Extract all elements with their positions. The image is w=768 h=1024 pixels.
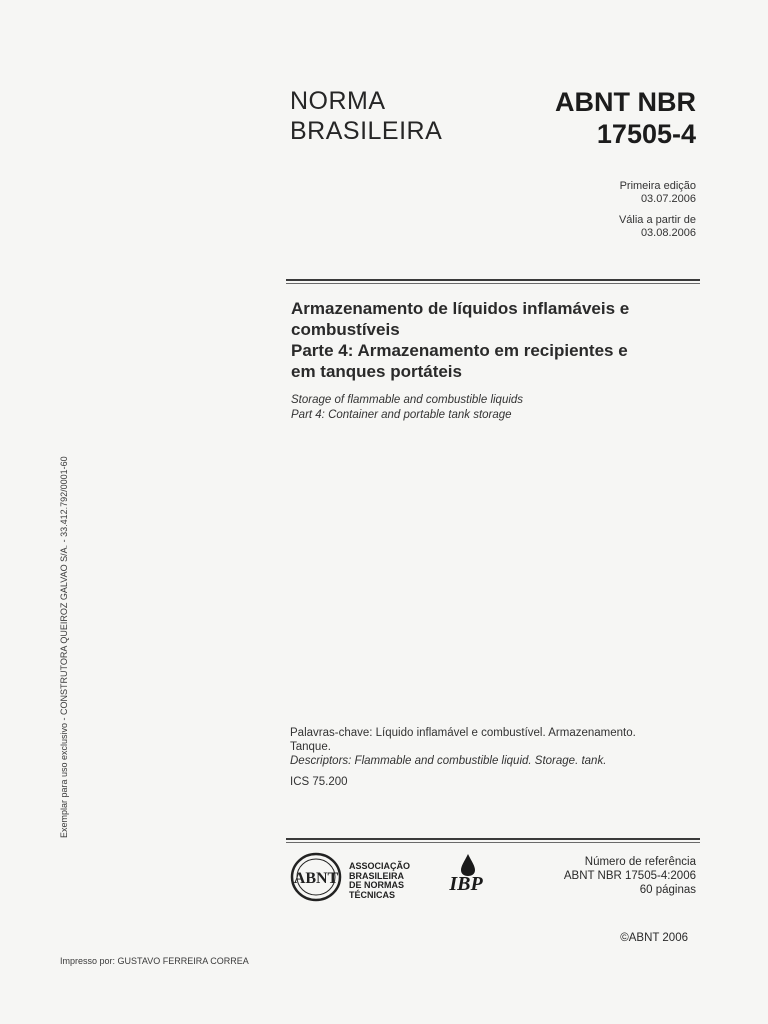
document-title: [291, 298, 711, 382]
title-line-1: Armazenamento de líquidos inflamáveis e: [291, 299, 630, 318]
keywords-line-1: Palavras-chave: Líquido inflamável e combustível. Armazenamento.: [290, 727, 636, 739]
title-line-3: Parte 4: Armazenamento em recipientes e: [291, 341, 628, 360]
keywords-line-2: Tanque.: [290, 741, 331, 753]
edition-info: [619, 180, 696, 240]
norma-brasileira-heading: [290, 86, 442, 146]
title-line-2: combustíveis: [291, 320, 400, 339]
standard-code-line-2: 17505-4: [596, 119, 696, 149]
ibp-logo-text: IBP: [449, 873, 483, 895]
abnt-logo-icon: [290, 852, 342, 902]
edition-label: Primeira edição: [619, 180, 696, 192]
copyright: ©ABNT 2006: [620, 932, 688, 944]
reference-label: Número de referência: [584, 856, 696, 868]
ics-code: ICS 75.200: [290, 776, 348, 788]
bottom-divider: [286, 838, 700, 843]
valid-from-label: Vália a partir de: [618, 214, 696, 226]
ibp-logo-icon: [430, 852, 500, 900]
english-title-line-2: Part 4: Container and portable tank storage: [291, 409, 512, 421]
page-count: 60 páginas: [639, 884, 696, 896]
assoc-line-4: TÉCNICAS: [349, 889, 396, 900]
reference-number: [564, 855, 696, 897]
descriptors-line: Descriptors: Flammable and combustible liquid. Storage. tank.: [290, 755, 607, 767]
standard-code: [555, 86, 696, 150]
norma-line-1: NORMA: [290, 87, 386, 115]
title-line-4: em tanques portáteis: [291, 362, 462, 381]
assoc-line-1: ASSOCIAÇÃO: [349, 861, 411, 871]
standard-code-line-1: ABNT NBR: [555, 87, 696, 117]
printed-by: Impresso por: GUSTAVO FERREIRA CORREA: [60, 956, 249, 966]
assoc-line-3: DE NORMAS: [349, 880, 405, 890]
abnt-logo-text: ABNT: [293, 870, 339, 887]
norma-line-2: BRASILEIRA: [290, 117, 443, 145]
exclusive-use-sidebar: Exemplar para uso exclusivo - CONSTRUTORA QUEIROZ GALVAO S/A. - 33.412.792/0001-60: [59, 456, 69, 838]
edition-date: 03.07.2006: [640, 193, 696, 205]
top-divider: [286, 279, 700, 284]
abnt-association-name: [349, 862, 410, 900]
keywords-block: [290, 726, 710, 768]
valid-from-date: 03.08.2006: [640, 227, 696, 239]
english-title-line-1: Storage of flammable and combustible liquids: [291, 394, 524, 406]
reference-code: ABNT NBR 17505-4:2006: [563, 870, 696, 882]
assoc-line-2: BRASILEIRA: [349, 870, 405, 881]
english-title: [291, 393, 691, 423]
